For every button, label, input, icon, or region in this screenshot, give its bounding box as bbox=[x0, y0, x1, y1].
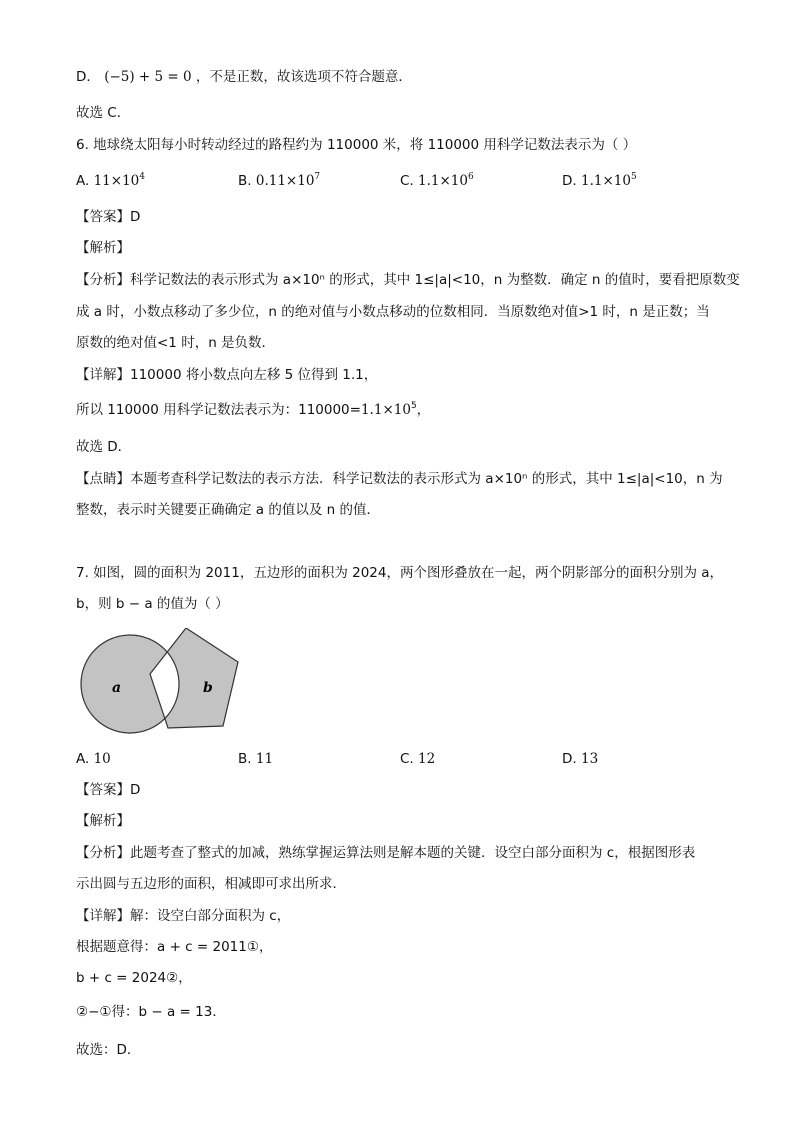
q7-detail-line-4: ②−①得：b − a = 13． bbox=[76, 1004, 226, 1020]
option-value: 13 bbox=[580, 751, 599, 767]
option-label: D. bbox=[562, 751, 577, 767]
q6-comment-line-1: 【点睛】本题考查科学记数法的表示方法．科学记数法的表示形式为 a×10ⁿ 的形式，其中 1≤|a|<10，n 为 bbox=[76, 471, 723, 487]
q6-analysis-title: 【解析】 bbox=[76, 240, 130, 256]
label-b: b bbox=[203, 680, 213, 696]
exponent: 5 bbox=[410, 401, 417, 411]
option-value: 11 bbox=[255, 751, 274, 767]
q6-comment-line-2: 整数，表示时关键要正确确定 a 的值以及 n 的值． bbox=[76, 502, 380, 518]
equation: (−5) + 5 = 0 bbox=[104, 69, 192, 85]
option-label: B. bbox=[238, 751, 252, 767]
q7-option-c bbox=[400, 749, 435, 769]
exponent: 7 bbox=[314, 172, 321, 182]
q7-detail-line-1: 【详解】解：设空白部分面积为 c， bbox=[76, 908, 291, 924]
detail-text: 所以 110000 用科学记数法表示为：110000= bbox=[76, 402, 361, 418]
option-value: 11×10 bbox=[93, 173, 140, 189]
q6-option-b bbox=[238, 171, 320, 191]
option-label: C. bbox=[400, 173, 414, 189]
detail-punct: ， bbox=[416, 402, 431, 418]
q7-option-b bbox=[238, 749, 273, 769]
circle-pentagon-figure bbox=[80, 628, 250, 738]
q6-detail-line-2 bbox=[76, 400, 430, 420]
q6-detail-line-1: 【详解】110000 将小数点向左移 5 位得到 1.1， bbox=[76, 367, 378, 383]
q7-detail-line-3: b + c = 2024②， bbox=[76, 970, 192, 986]
option-label: D． bbox=[76, 69, 100, 85]
prev-choice: 故选 C． bbox=[76, 105, 131, 121]
prev-option-d bbox=[76, 67, 412, 87]
q7-detail-line-2: 根据题意得：a + c = 2011①， bbox=[76, 939, 273, 955]
option-value: 10 bbox=[93, 751, 111, 767]
exponent: 4 bbox=[139, 172, 145, 182]
q6-answer: 【答案】D bbox=[76, 209, 141, 225]
detail-math: 1.1×10 bbox=[360, 402, 411, 418]
q7-analysis-title: 【解析】 bbox=[76, 813, 130, 829]
option-value: 1.1×10 bbox=[418, 173, 468, 189]
option-value: 0.11×10 bbox=[255, 173, 315, 189]
option-label: C. bbox=[400, 751, 414, 767]
option-value: 12 bbox=[418, 751, 436, 767]
option-value: 1.1×10 bbox=[580, 173, 631, 189]
q6-stem: 6. 地球绕太阳每小时转动经过的路程约为 110000 米，将 110000 用科学记数法表示为（ ） bbox=[76, 137, 637, 153]
q7-stem-line-2: b，则 b − a 的值为（ ） bbox=[76, 596, 229, 612]
q7-choice: 故选：D． bbox=[76, 1042, 141, 1058]
option-label: A. bbox=[76, 173, 90, 189]
label-a: a bbox=[112, 680, 122, 696]
q7-answer: 【答案】D bbox=[76, 782, 141, 798]
q6-option-d bbox=[562, 171, 637, 191]
q7-option-d bbox=[562, 749, 598, 769]
q6-option-a bbox=[76, 171, 145, 191]
option-text: ，不是正数，故该选项不符合题意． bbox=[195, 69, 412, 85]
q7-option-a bbox=[76, 749, 111, 769]
option-label: B. bbox=[238, 173, 252, 189]
option-label: D. bbox=[562, 173, 577, 189]
option-label: A. bbox=[76, 751, 90, 767]
q6-analysis-line-1: 【分析】科学记数法的表示形式为 a×10ⁿ 的形式，其中 1≤|a|<10，n 为整数．确定 n 的值时，要看把原数变 bbox=[76, 272, 740, 288]
q6-option-c bbox=[400, 171, 474, 191]
exponent: 5 bbox=[630, 172, 637, 182]
q7-analysis-line-2: 示出圆与五边形的面积，相减即可求出所求． bbox=[76, 876, 346, 892]
q7-stem-line-1: 7. 如图，圆的面积为 2011，五边形的面积为 2024，两个图形叠放在一起，两个阴影部分的面积分别为 a， bbox=[76, 565, 724, 581]
q6-analysis-line-3: 原数的绝对值<1 时，n 是负数． bbox=[76, 335, 276, 351]
exponent: 6 bbox=[467, 172, 474, 182]
q6-choice: 故选 D． bbox=[76, 439, 132, 455]
q7-analysis-line-1: 【分析】此题考查了整式的加减，熟练掌握运算法则是解本题的关键．设空白部分面积为 c，根据图形表 bbox=[76, 845, 696, 861]
q6-analysis-line-2: 成 a 时，小数点移动了多少位，n 的绝对值与小数点移动的位数相同．当原数绝对值>1 时，n 是正数；当 bbox=[76, 304, 710, 320]
